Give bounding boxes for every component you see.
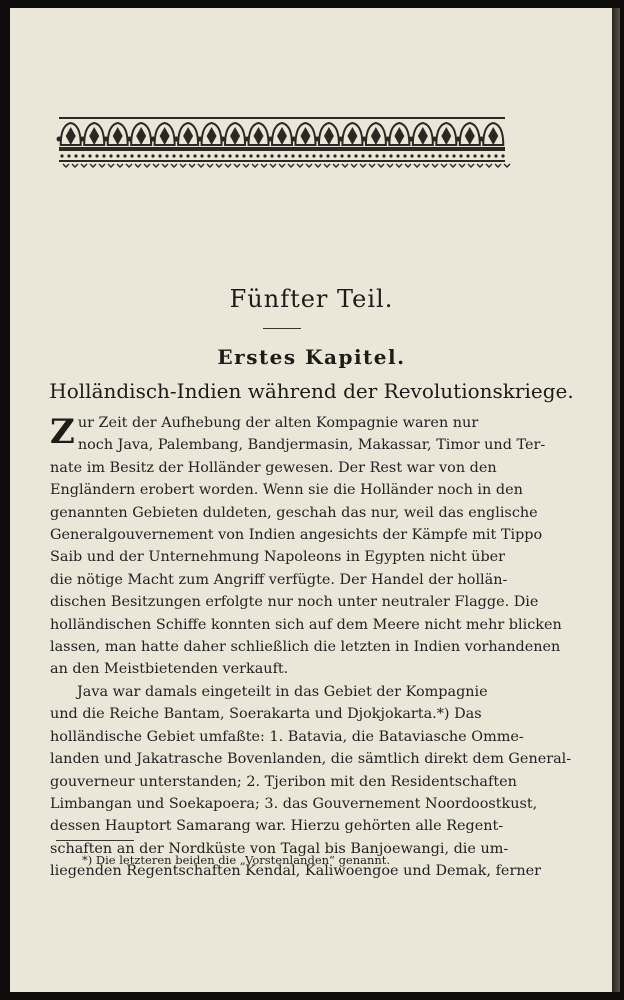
ornament-leaf [136, 127, 146, 145]
ornament-zigzag [117, 164, 123, 167]
text-line: liegenden Regentschaften Kendal, Kaliwoengoe und Demak, ferner [50, 863, 541, 880]
ornament-dot [80, 137, 85, 142]
ornament-bead [228, 154, 231, 157]
ornament-zigzag [225, 164, 231, 167]
ornament-bead [102, 154, 105, 157]
ornament-bead [312, 154, 315, 157]
ornament-bead [200, 154, 203, 157]
ornament-bead [375, 154, 378, 157]
text-line: Generalgouvernement von Indien angesichts der Kämpfe mit Tippo [50, 527, 543, 544]
text-line: genannten Gebieten duldeten, geschah das nur, weil das englische [50, 504, 538, 521]
ornament-bead [494, 154, 497, 157]
text-line: gouverneur unterstanden; 2. Tjeribon mit den Residentschaften [50, 773, 517, 790]
ornament-leaf [160, 127, 170, 145]
ornament-bead [361, 154, 364, 157]
ornament-bead [67, 154, 70, 157]
ornament-dot [197, 137, 202, 142]
ornament-bead [74, 154, 77, 157]
ornament-bead [396, 154, 399, 157]
ornament-dot [315, 137, 320, 142]
ornament-bead [466, 154, 469, 157]
ornament-bead [137, 154, 140, 157]
drop-cap-initial: Z [50, 412, 75, 452]
ornament-zigzag [108, 164, 114, 167]
ornament-bead [130, 154, 133, 157]
ornament-bead [410, 154, 413, 157]
ornament-zigzag [324, 164, 330, 167]
title-divider [263, 328, 301, 329]
ornament-zigzag [153, 164, 159, 167]
ornament-zigzag [486, 164, 492, 167]
ornament-bead [354, 154, 357, 157]
ornament-leaf [347, 127, 357, 145]
ornament-bead [431, 154, 434, 157]
ornament-zigzag [162, 164, 168, 167]
ornament-dot [479, 137, 484, 142]
ornament-bead [165, 154, 168, 157]
ornament-zigzag [441, 164, 447, 167]
ornament-zigzag [288, 164, 294, 167]
ornament-zigzag [450, 164, 456, 167]
text-line: nate im Besitz der Holländer gewesen. Der Rest war von den [50, 459, 497, 476]
ornament-leaf [488, 127, 498, 145]
ornament-zigzag [135, 164, 141, 167]
ornament-bead [501, 154, 504, 157]
ornament-bead [452, 154, 455, 157]
text-line: an den Meistbietenden verkauft. [50, 661, 289, 678]
ornament-zigzag [342, 164, 348, 167]
ornament-rule [59, 117, 505, 119]
ornament-bead [242, 154, 245, 157]
ornament-zigzag [504, 164, 510, 167]
ornament-bead [172, 154, 175, 157]
text-line: Engländern erobert worden. Wenn sie die Holländer noch in den [50, 482, 523, 499]
footnote-divider [56, 840, 134, 841]
ornament-graphic [59, 115, 505, 169]
ornament-bead [179, 154, 182, 157]
ornament-zigzag [252, 164, 258, 167]
ornament-zigzag [279, 164, 285, 167]
ornament-dot [456, 137, 461, 142]
ornament-dot [385, 137, 390, 142]
ornament-zigzag [63, 164, 69, 167]
ornament-bead [88, 154, 91, 157]
ornament-leaf [89, 127, 99, 145]
ornament-bead [445, 154, 448, 157]
ornament-bead [389, 154, 392, 157]
text-line: Java war damals eingeteilt in das Gebiet der Kompagnie [77, 683, 488, 700]
ornament-leaf [371, 127, 381, 145]
chapter-subtitle: Holländisch-Indien während der Revolutionskriege. [49, 379, 574, 403]
text-line: dessen Hauptort Samarang war. Hierzu gehörten alle Regent- [50, 818, 504, 835]
ornament-leaf [230, 127, 240, 145]
ornament-zigzag [405, 164, 411, 167]
ornament-zigzag [180, 164, 186, 167]
chapter-title: Erstes Kapitel. [217, 345, 406, 369]
ornament-bead [249, 154, 252, 157]
text-line: holländische Gebiet umfaßte: 1. Batavia, die Bataviasche Omme- [50, 728, 524, 745]
ornament-dot [291, 137, 296, 142]
ornament-bead [326, 154, 329, 157]
ornament-dot [150, 137, 155, 142]
ornament-bead [151, 154, 154, 157]
text-line: schaften an der Nordküste von Tagal bis Banjoewangi, die um- [50, 840, 509, 857]
ornament-zigzag [189, 164, 195, 167]
ornament-bead [270, 154, 273, 157]
ornament-zigzag [369, 164, 375, 167]
ornament-bead [221, 154, 224, 157]
ornament-zigzag [270, 164, 276, 167]
ornament-bead [158, 154, 161, 157]
text-line: landen und Jakatrasche Bovenlanden, die sämtlich direkt dem General- [50, 751, 572, 768]
ornament-leaf [300, 127, 310, 145]
text-line: die nötige Macht zum Angriff verfügte. Der Handel der hollän- [50, 571, 508, 588]
ornament-bead [438, 154, 441, 157]
ornament-leaf [113, 127, 123, 145]
ornament-bead [459, 154, 462, 157]
ornament-bead [186, 154, 189, 157]
ornament-zigzag [243, 164, 249, 167]
ornament-zigzag [333, 164, 339, 167]
ornament-dot [432, 137, 437, 142]
ornament-zigzag [90, 164, 96, 167]
ornament-bead [403, 154, 406, 157]
ornament-leaf [277, 127, 287, 145]
ornament-bead [382, 154, 385, 157]
ornament-bead [319, 154, 322, 157]
ornament-leaf [207, 127, 217, 145]
ornament-bead [207, 154, 210, 157]
ornament-dot [174, 137, 179, 142]
ornament-zigzag [72, 164, 78, 167]
ornament-zigzag [306, 164, 312, 167]
ornament-bead [193, 154, 196, 157]
ornamental-header-band [59, 115, 505, 169]
ornament-leaf [418, 127, 428, 145]
ornament-zigzag [216, 164, 222, 167]
text-line: holländischen Schiffe konnten sich auf dem Meere nicht mehr blicken [50, 616, 562, 633]
ornament-leaf [183, 127, 193, 145]
ornament-zigzag [144, 164, 150, 167]
ornament-bead [123, 154, 126, 157]
ornament-bead [109, 154, 112, 157]
ornament-leaf [394, 127, 404, 145]
ornament-zigzag [81, 164, 87, 167]
ornament-zigzag [459, 164, 465, 167]
ornament-bead [284, 154, 287, 157]
ornament-zigzag [432, 164, 438, 167]
ornament-bead [144, 154, 147, 157]
ornament-bead [291, 154, 294, 157]
ornament-zigzag [261, 164, 267, 167]
ornament-zigzag [234, 164, 240, 167]
ornament-bead [347, 154, 350, 157]
ornament-leaf [254, 127, 264, 145]
text-line: dischen Besitzungen erfolgte nur noch unter neutraler Flagge. Die [50, 594, 539, 611]
ornament-zigzag [351, 164, 357, 167]
ornament-zigzag [477, 164, 483, 167]
ornament-dot [244, 137, 249, 142]
part-title: Fünfter Teil. [229, 285, 394, 313]
ornament-bead [95, 154, 98, 157]
ornament-bead [277, 154, 280, 157]
ornament-dot [409, 137, 414, 142]
ornament-zigzag [378, 164, 384, 167]
book-page [10, 8, 613, 992]
ornament-dot [268, 137, 273, 142]
ornament-dot [338, 137, 343, 142]
ornament-bead [424, 154, 427, 157]
ornament-bead [480, 154, 483, 157]
ornament-zigzag [171, 164, 177, 167]
text-line: Limbangan und Soekapoera; 3. das Gouvernement Noordoostkust, [50, 795, 538, 812]
ornament-bead [116, 154, 119, 157]
ornament-zigzag [360, 164, 366, 167]
book-spine-edge [612, 8, 620, 992]
ornament-bead [487, 154, 490, 157]
ornament-zigzag [495, 164, 501, 167]
ornament-dot [362, 137, 367, 142]
ornament-zigzag [315, 164, 321, 167]
ornament-zigzag [468, 164, 474, 167]
ornament-dot [57, 137, 62, 142]
text-line: und die Reiche Bantam, Soerakarta und Djokjokarta.*) Das [50, 706, 482, 723]
ornament-zigzag [297, 164, 303, 167]
ornament-bead [473, 154, 476, 157]
ornament-bead [235, 154, 238, 157]
text-line: noch Java, Palembang, Bandjermasin, Makassar, Timor und Ter- [77, 437, 546, 454]
ornament-bead [214, 154, 217, 157]
ornament-dot [103, 137, 108, 142]
ornament-bead [256, 154, 259, 157]
ornament-zigzag [414, 164, 420, 167]
ornament-leaf [324, 127, 334, 145]
ornament-rule [59, 160, 505, 162]
body-text [50, 412, 572, 883]
text-line: Saib und der Unternehmung Napoleons in Egypten nicht über [50, 549, 506, 566]
ornament-leaf [441, 127, 451, 145]
ornament-dot [127, 137, 132, 142]
ornament-zigzag [396, 164, 402, 167]
ornament-band [59, 147, 505, 151]
footnote: *) Die letzteren beiden die „Vorstenlanden“ genannt. [82, 853, 391, 867]
ornament-dot [221, 137, 226, 142]
ornament-zigzag [126, 164, 132, 167]
ornament-bead [60, 154, 63, 157]
ornament-bead [368, 154, 371, 157]
ornament-zigzag [207, 164, 213, 167]
ornament-leaf [465, 127, 475, 145]
ornament-bead [298, 154, 301, 157]
ornament-leaf [66, 127, 76, 145]
ornament-bead [417, 154, 420, 157]
text-line: lassen, man hatte daher schließlich die letzten in Indien vorhandenen [50, 639, 561, 656]
ornament-bead [81, 154, 84, 157]
ornament-bead [263, 154, 266, 157]
ornament-zigzag [423, 164, 429, 167]
ornament-zigzag [387, 164, 393, 167]
ornament-bead [305, 154, 308, 157]
text-line: ur Zeit der Aufhebung der alten Kompagnie waren nur [77, 415, 479, 431]
ornament-bead [333, 154, 336, 157]
ornament-zigzag [99, 164, 105, 167]
ornament-zigzag [198, 164, 204, 167]
ornament-bead [340, 154, 343, 157]
